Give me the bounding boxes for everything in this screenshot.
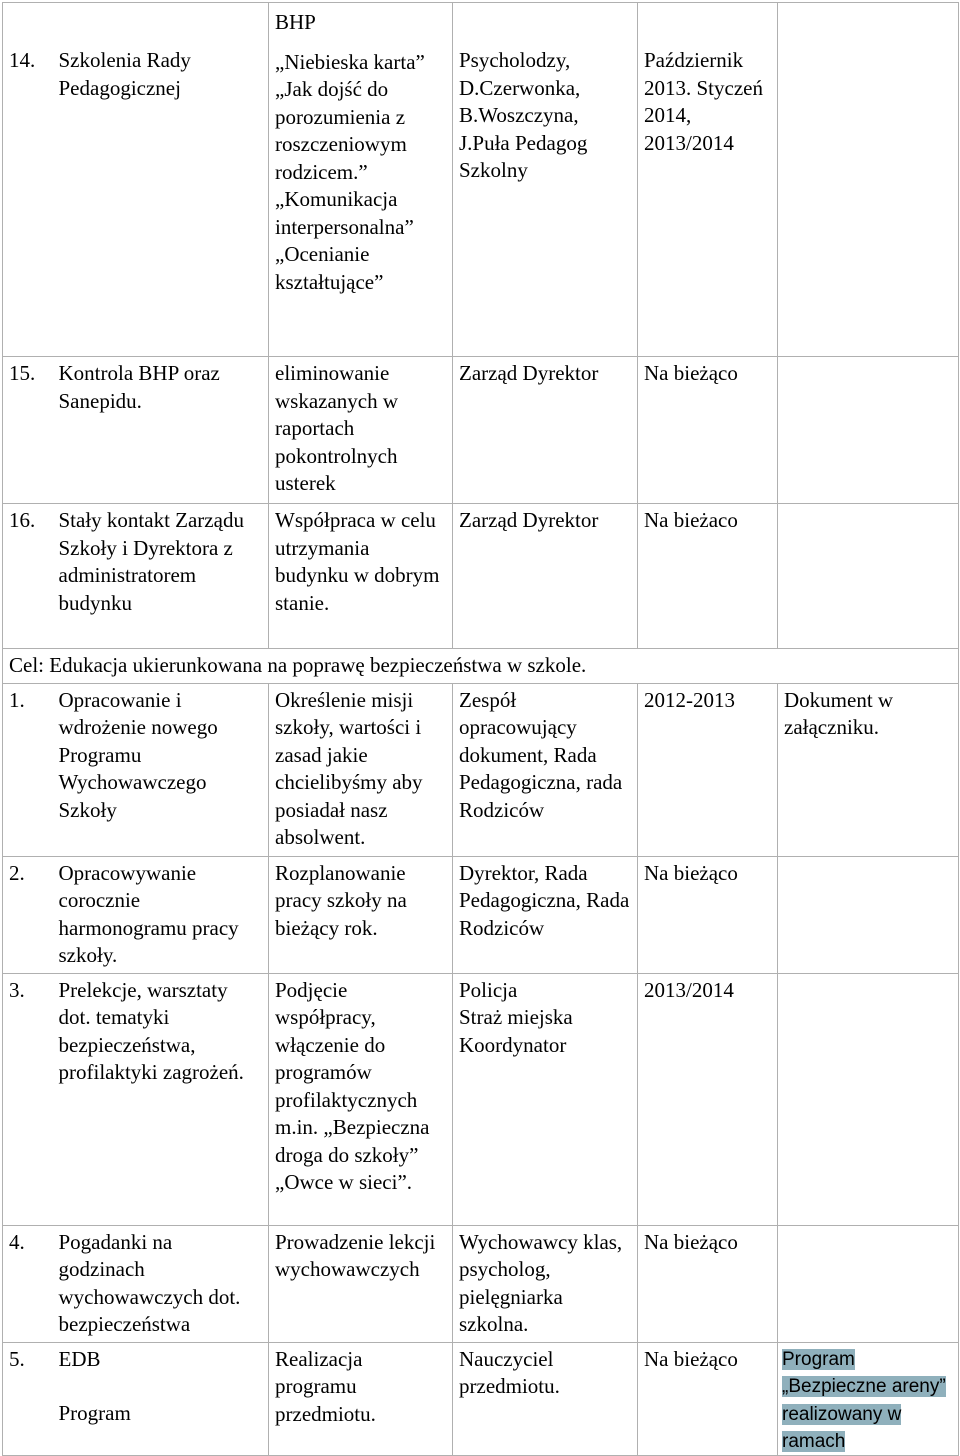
row-notes	[778, 856, 959, 973]
row-notes	[778, 357, 959, 504]
row-task: Prowadzenie lekcji wychowawczych	[269, 1225, 453, 1342]
row-term: 2013/2014	[638, 973, 778, 1225]
row-task: Rozplanowanie pracy szkoły na bieżący rok.	[269, 856, 453, 973]
plan-table	[2, 2, 959, 1456]
subject-line: EDB	[58, 1346, 101, 1371]
row-number: 16.	[3, 504, 55, 649]
row-notes	[778, 1342, 959, 1455]
row-notes	[778, 1225, 959, 1342]
row-task: Realizacja programu przedmiotu.	[269, 1342, 453, 1455]
table-row	[3, 1225, 959, 1342]
row-task	[269, 3, 453, 357]
row-responsible	[453, 973, 638, 1225]
row-number: 1.	[3, 683, 55, 856]
row-number: 5.	[3, 1342, 55, 1455]
row-responsible: Zarząd Dyrektor	[453, 357, 638, 504]
row-responsible: Dyrektor, Rada Pedagogiczna, Rada Rodziców	[453, 856, 638, 973]
table-row	[3, 973, 959, 1225]
row-task: Określenie misji szkoły, wartości i zasad jakie chcielibyśmy aby posiadał nasz absolwent.	[269, 683, 453, 856]
row-number: 3.	[3, 973, 55, 1225]
row-notes	[778, 973, 959, 1225]
row-term: Na bieżąco	[638, 357, 778, 504]
row-notes	[778, 504, 959, 649]
goal-row	[3, 649, 959, 684]
table-row	[3, 856, 959, 973]
row-subject: Pogadanki na godzinach wychowawczych dot. bezpieczeństwa	[55, 1225, 269, 1342]
row-responsible: Zarząd Dyrektor	[453, 504, 638, 649]
responsible-line: Koordynator	[459, 1032, 567, 1057]
task-line: „Ocenianie kształtujące”	[275, 242, 384, 294]
row-number: 4.	[3, 1225, 55, 1342]
task-line: „Jak dojść do porozumienia z roszczeniowym rodzicem.”	[275, 77, 407, 184]
row-task: eliminowanie wskazanych w raportach pokontrolnych usterek	[269, 357, 453, 504]
row-responsible: Psycholodzy, D.Czerwonka, B.Woszczyna, J.Puła Pedagog Szkolny	[453, 3, 638, 357]
goal-heading: Cel: Edukacja ukierunkowana na poprawę bezpieczeństwa w szkole.	[3, 649, 959, 684]
row-notes: Dokument w załączniku.	[778, 683, 959, 856]
row-subject: Opracowywanie corocznie harmonogramu pracy szkoły.	[55, 856, 269, 973]
row-term: 2012-2013	[638, 683, 778, 856]
table-row	[3, 504, 959, 649]
highlighted-note: Program „Bezpieczne areny” realizowany w ramach	[782, 1348, 946, 1452]
subject-line: Program	[58, 1401, 131, 1425]
row-number: 15.	[3, 357, 55, 504]
table-row	[3, 3, 959, 357]
row-term: Na bieżaco	[638, 504, 778, 649]
row-responsible: Wychowawcy klas, psycholog, pielęgniarka szkolna.	[453, 1225, 638, 1342]
row-subject: Prelekcje, warsztaty dot. tematyki bezpieczeństwa, profilaktyki zagrożeń.	[55, 973, 269, 1225]
row-term: Na bieżąco	[638, 1225, 778, 1342]
responsible-line: Policja	[459, 977, 518, 1002]
row-task: Podjęcie współpracy, włączenie do programów profilaktycznych m.in. „Bezpieczna droga do szkoły” „Owce w sieci”.	[269, 973, 453, 1225]
row-responsible: Nauczyciel przedmiotu.	[453, 1342, 638, 1455]
row-task: Współpraca w celu utrzymania budynku w dobrym stanie.	[269, 504, 453, 649]
row-responsible: Zespół opracowujący dokument, Rada Pedagogiczna, rada Rodziców	[453, 683, 638, 856]
row-number: 2.	[3, 856, 55, 973]
row-notes	[778, 3, 959, 357]
task-line: „Niebieska karta”	[275, 49, 425, 74]
table-row	[3, 683, 959, 856]
task-heading: BHP	[275, 10, 316, 34]
row-subject	[55, 1342, 269, 1455]
table-row	[3, 357, 959, 504]
row-subject: Szkolenia Rady Pedagogicznej	[55, 3, 269, 357]
row-subject: Kontrola BHP oraz Sanepidu.	[55, 357, 269, 504]
row-subject: Stały kontakt Zarządu Szkoły i Dyrektora z administratorem budynku	[55, 504, 269, 649]
row-term: Na bieżąco	[638, 856, 778, 973]
row-term: Na bieżąco	[638, 1342, 778, 1455]
row-subject: Opracowanie i wdrożenie nowego Programu Wychowawczego Szkoły	[55, 683, 269, 856]
row-term: Październik 2013. Styczeń 2014, 2013/2014	[638, 3, 778, 357]
table-row	[3, 1342, 959, 1455]
row-number: 14.	[3, 3, 55, 357]
responsible-line: Straż miejska	[459, 1005, 573, 1029]
task-line: „Komunikacja interpersonalna”	[275, 187, 414, 239]
